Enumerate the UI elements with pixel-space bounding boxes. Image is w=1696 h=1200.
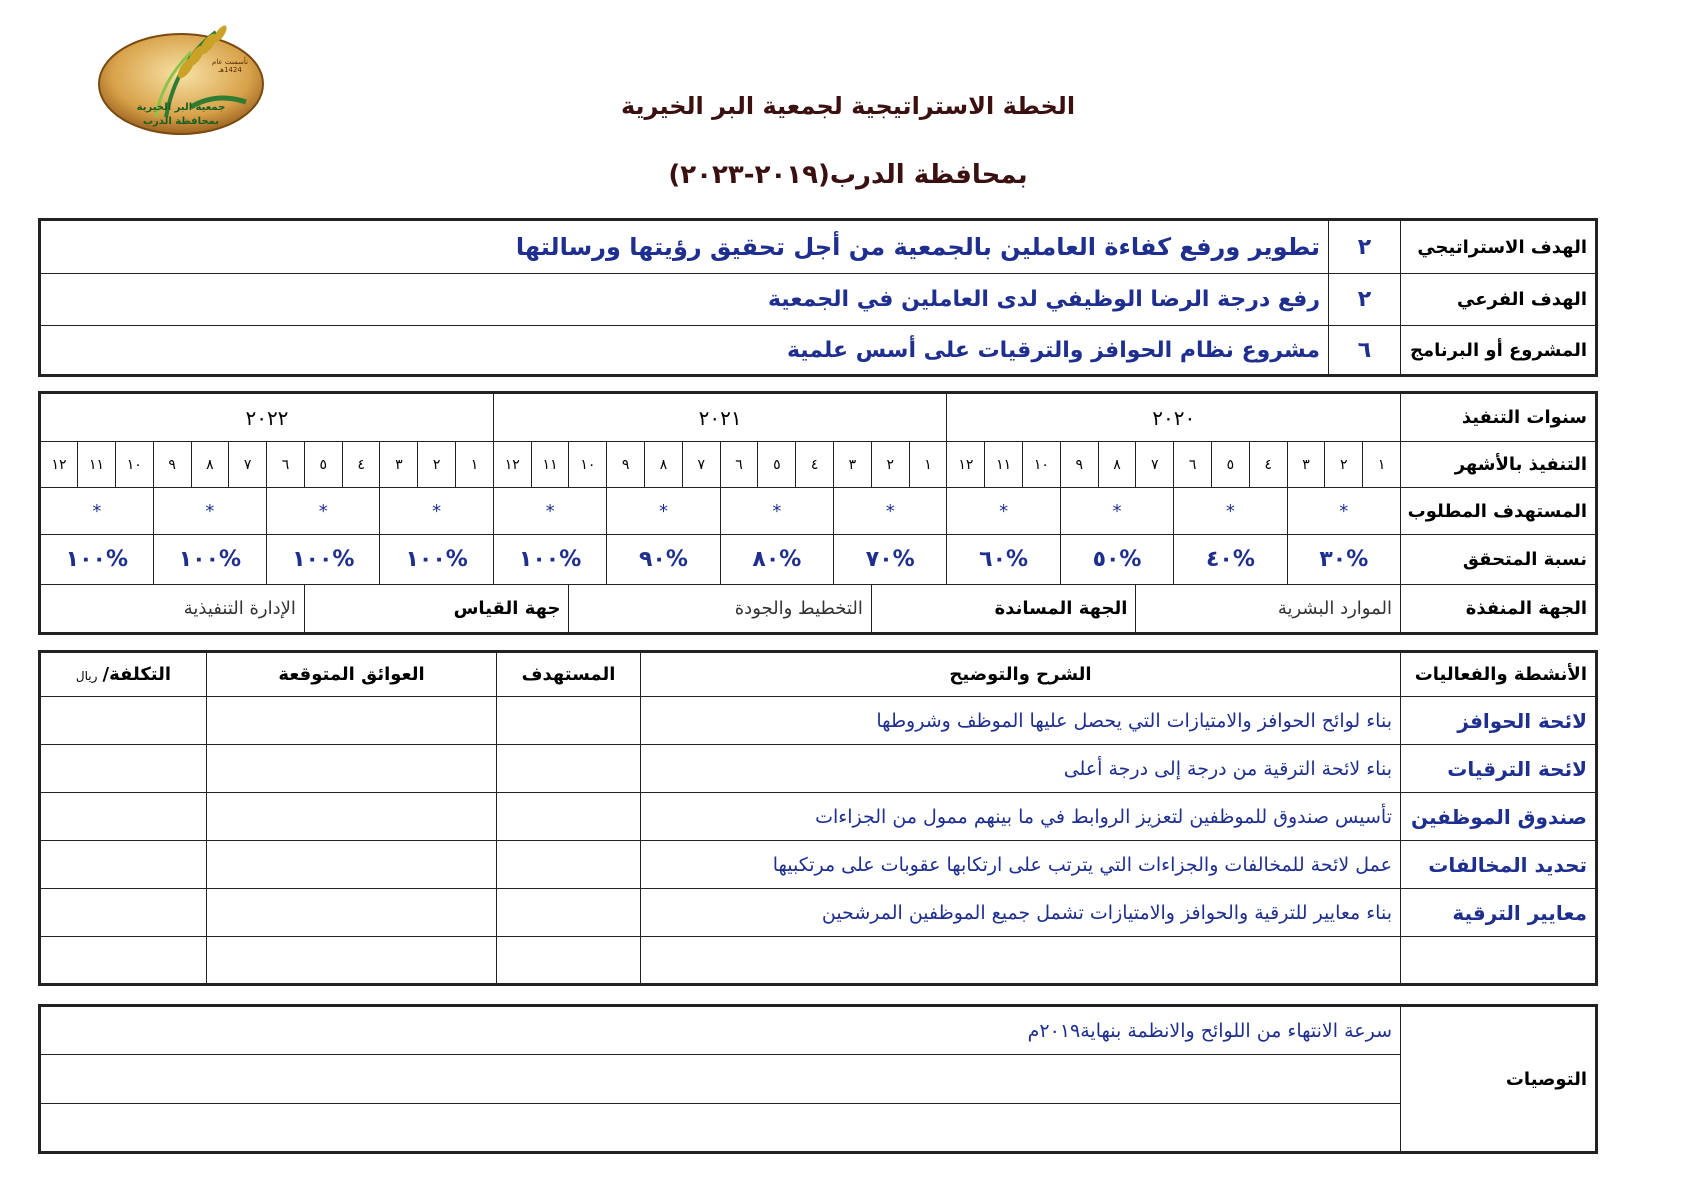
activity-row [40, 889, 1597, 937]
month-cell: ٧ [682, 442, 720, 488]
header-description: الشرح والتوضيح [641, 652, 1401, 697]
activities-table [38, 650, 1598, 986]
target-label: المستهدف المطلوب [1401, 488, 1597, 535]
activity-cost [40, 889, 207, 937]
recommendation-line [40, 1104, 1401, 1153]
year-cell: ٢٠٢١ [493, 393, 947, 442]
target-mark: * [607, 488, 720, 535]
activity-target [497, 793, 641, 841]
activity-cost [40, 697, 207, 745]
measure-value: الإدارة التنفيذية [40, 585, 305, 634]
header-obstacles: العوائق المتوقعة [207, 652, 497, 697]
month-cell: ٥ [758, 442, 796, 488]
month-cell: ١١ [78, 442, 116, 488]
target-mark: * [720, 488, 833, 535]
achieved-value: %١٠٠ [493, 535, 606, 585]
month-cell: ١ [456, 442, 494, 488]
measure-label: جهة القياس [304, 585, 569, 634]
achieved-value: %٨٠ [720, 535, 833, 585]
achieved-value: %٧٠ [834, 535, 947, 585]
exec-label: الجهة المنفذة [1401, 585, 1597, 634]
month-cell: ٤ [1249, 442, 1287, 488]
activity-description: بناء لائحة الترقية من درجة إلى درجة أعلى [641, 745, 1401, 793]
activity-cost [40, 745, 207, 793]
recommendation-line: سرعة الانتهاء من اللوائح والانظمة بنهاية٢٠١٩م [40, 1006, 1401, 1055]
month-cell: ٤ [796, 442, 834, 488]
activity-obstacles [207, 889, 497, 937]
goal-label: الهدف الفرعي [1401, 274, 1597, 326]
month-cell: ٣ [1287, 442, 1325, 488]
activity-target [497, 697, 641, 745]
goal-label: المشروع أو البرنامج [1401, 326, 1597, 376]
goal-number: ٢ [1329, 274, 1401, 326]
month-cell: ٥ [1212, 442, 1250, 488]
month-cell: ٣ [380, 442, 418, 488]
goal-label: الهدف الاستراتيجي [1401, 220, 1597, 274]
year-cell: ٢٠٢٢ [40, 393, 494, 442]
support-value: التخطيط والجودة [569, 585, 871, 634]
goals-table [38, 218, 1598, 377]
logo-org-name: جمعية البر الخيرية [136, 102, 226, 113]
goal-text: رفع درجة الرضا الوظيفي لدى العاملين في الجمعية [40, 274, 1329, 326]
logo-founded: تأسست عام 1424هـ [212, 58, 248, 74]
activity-target [497, 841, 641, 889]
activity-row [40, 793, 1597, 841]
activity-row [40, 745, 1597, 793]
month-cell: ٩ [1060, 442, 1098, 488]
month-cell: ١١ [531, 442, 569, 488]
achieved-value: %١٠٠ [267, 535, 380, 585]
achieved-value: %١٠٠ [380, 535, 493, 585]
target-mark: * [493, 488, 606, 535]
activity-obstacles [207, 793, 497, 841]
month-cell: ٩ [153, 442, 191, 488]
achieved-value: %٤٠ [1174, 535, 1287, 585]
recommendations-table [38, 1004, 1598, 1154]
month-cell: ٧ [229, 442, 267, 488]
page-subtitle: بمحافظة الدرب(٢٠١٩-٢٠٢٣) [668, 160, 1028, 190]
month-cell: ٣ [834, 442, 872, 488]
header-target: المستهدف [497, 652, 641, 697]
target-mark: * [1174, 488, 1287, 535]
target-mark: * [380, 488, 493, 535]
month-cell: ٢ [871, 442, 909, 488]
activity-obstacles [207, 937, 497, 985]
header-cost-label: التكلفة/ [102, 664, 172, 685]
activity-description [641, 937, 1401, 985]
month-cell: ١٢ [40, 442, 78, 488]
month-cell: ١٢ [947, 442, 985, 488]
recommendations-label: التوصيات [1401, 1006, 1597, 1153]
month-cell: ٤ [342, 442, 380, 488]
activity-obstacles [207, 697, 497, 745]
month-cell: ٢ [418, 442, 456, 488]
activity-target [497, 937, 641, 985]
activity-cost [40, 841, 207, 889]
month-cell: ٦ [720, 442, 758, 488]
target-mark: * [1287, 488, 1400, 535]
month-cell: ٥ [304, 442, 342, 488]
month-cell: ٨ [1098, 442, 1136, 488]
activity-row [40, 697, 1597, 745]
goal-number: ٦ [1329, 326, 1401, 376]
month-cell: ١٠ [569, 442, 607, 488]
month-cell: ٦ [267, 442, 305, 488]
activity-target [497, 889, 641, 937]
achieved-value: %٦٠ [947, 535, 1060, 585]
header-cost-unit: ريال [75, 669, 98, 683]
achieved-value: %٣٠ [1287, 535, 1400, 585]
schedule-table [38, 391, 1598, 635]
goal-text: تطوير ورفع كفاءة العاملين بالجمعية من أجل تحقيق رؤيتها ورسالتها [40, 220, 1329, 274]
target-mark: * [267, 488, 380, 535]
goal-number: ٢ [1329, 220, 1401, 274]
month-cell: ٩ [607, 442, 645, 488]
achieved-value: %٩٠ [607, 535, 720, 585]
activity-row [40, 937, 1597, 985]
target-mark: * [1060, 488, 1173, 535]
header-cost [40, 652, 207, 697]
activity-cost [40, 937, 207, 985]
activity-name: لائحة الحوافز [1401, 697, 1597, 745]
month-cell: ٦ [1174, 442, 1212, 488]
month-cell: ١١ [985, 442, 1023, 488]
month-cell: ١ [1363, 442, 1401, 488]
target-mark: * [40, 488, 154, 535]
activity-description: بناء لوائح الحوافز والامتيازات التي يحصل عليها الموظف وشروطها [641, 697, 1401, 745]
month-cell: ١٢ [493, 442, 531, 488]
activity-target [497, 745, 641, 793]
activity-obstacles [207, 841, 497, 889]
month-cell: ٨ [191, 442, 229, 488]
year-cell: ٢٠٢٠ [947, 393, 1401, 442]
header-activity: الأنشطة والفعاليات [1401, 652, 1597, 697]
month-cell: ١٠ [1023, 442, 1061, 488]
month-cell: ١ [909, 442, 947, 488]
target-mark: * [153, 488, 266, 535]
months-label: التنفيذ بالأشهر [1401, 442, 1597, 488]
achieved-value: %٥٠ [1060, 535, 1173, 585]
logo [96, 22, 266, 140]
achieved-label: نسبة المتحقق [1401, 535, 1597, 585]
achieved-value: %١٠٠ [40, 535, 154, 585]
exec-value: الموارد البشرية [1136, 585, 1401, 634]
support-label: الجهة المساندة [871, 585, 1136, 634]
activity-description: عمل لائحة للمخالفات والجزاءات التي يترتب على ارتكابها عقوبات على مرتكبيها [641, 841, 1401, 889]
target-mark: * [834, 488, 947, 535]
month-cell: ٨ [645, 442, 683, 488]
years-label: سنوات التنفيذ [1401, 393, 1597, 442]
activity-row [40, 841, 1597, 889]
activity-obstacles [207, 745, 497, 793]
activity-name: صندوق الموظفين [1401, 793, 1597, 841]
target-mark: * [947, 488, 1060, 535]
activity-cost [40, 793, 207, 841]
achieved-value: %١٠٠ [153, 535, 266, 585]
activity-name: لائحة الترقيات [1401, 745, 1597, 793]
activity-name: تحديد المخالفات [1401, 841, 1597, 889]
activity-description: بناء معايير للترقية والحوافز والامتيازات تشمل جميع الموظفين المرشحين [641, 889, 1401, 937]
goal-text: مشروع نظام الحوافز والترقيات على أسس علمية [40, 326, 1329, 376]
month-cell: ٧ [1136, 442, 1174, 488]
activity-description: تأسيس صندوق للموظفين لتعزيز الروابط في ما بينهم ممول من الجزاءات [641, 793, 1401, 841]
activity-name: معايير الترقية [1401, 889, 1597, 937]
recommendation-line [40, 1055, 1401, 1104]
month-cell: ٢ [1325, 442, 1363, 488]
page-title: الخطة الاستراتيجية لجمعية البر الخيرية [620, 92, 1076, 120]
activity-name [1401, 937, 1597, 985]
logo-org-city: بمحافظة الدرب [142, 116, 220, 127]
month-cell: ١٠ [115, 442, 153, 488]
